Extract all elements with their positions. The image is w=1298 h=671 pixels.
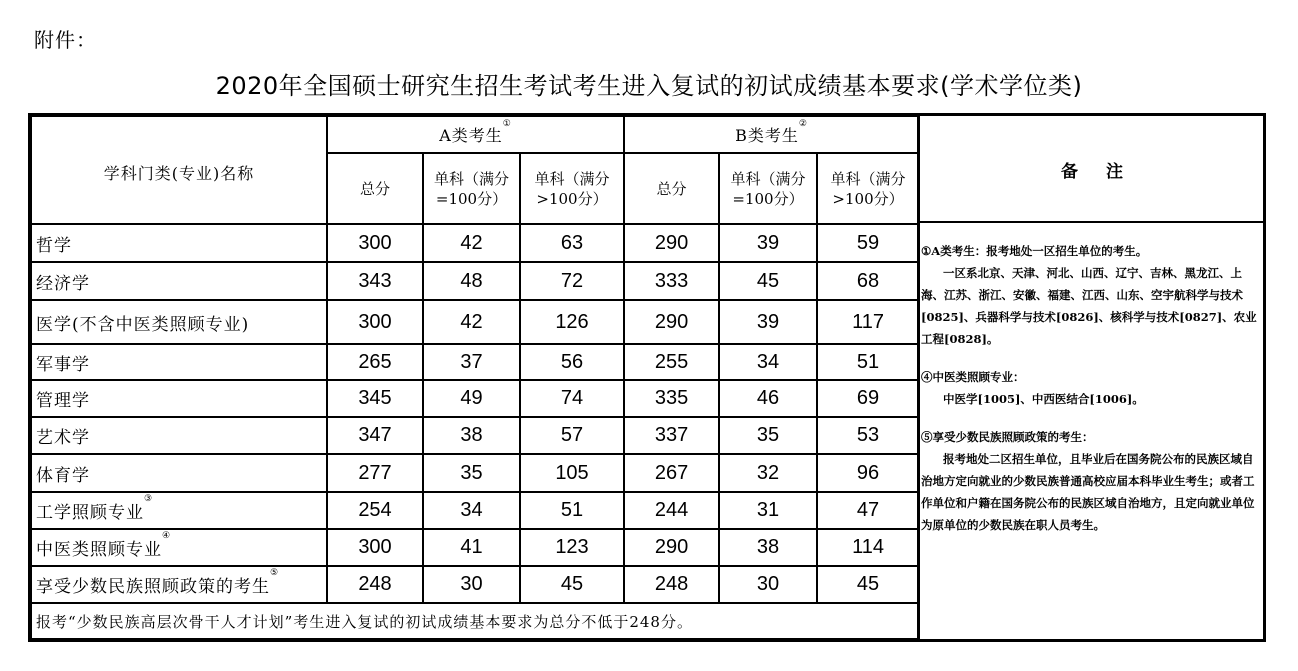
- remarks-minority-title: ⑤享受少数民族照顾政策的考生：: [921, 430, 1094, 444]
- a-single-100-cell: 34: [423, 492, 520, 529]
- a-single-100-header: 单科（满分 =100分）: [423, 153, 520, 224]
- table-row: [31, 380, 919, 417]
- subject-name: 经济学: [31, 262, 327, 300]
- a-single-100-cell: 48: [423, 262, 520, 300]
- subject-name: 军事学: [31, 344, 327, 380]
- remarks-tcm-body: 中医学[1005]、中西医结合[1006]。: [943, 392, 1144, 406]
- table-row: [31, 566, 919, 603]
- page-title: 2020年全国硕士研究生招生考试考生进入复试的初试成绩基本要求(学术学位类): [215, 72, 1083, 100]
- table-row: [31, 529, 919, 566]
- score-table: [30, 115, 920, 640]
- b-single-gt100-cell: 117: [817, 300, 919, 344]
- a-single-100-cell: 41: [423, 529, 520, 566]
- a-total-cell: 343: [327, 262, 423, 300]
- subject-name: 工学照顾专业③: [31, 492, 327, 529]
- a-single-100-cell: 30: [423, 566, 520, 603]
- table-row: [31, 344, 919, 380]
- footnote-row: [31, 603, 919, 639]
- b-total-cell: 333: [624, 262, 719, 300]
- a-single-100-cell: 42: [423, 300, 520, 344]
- table-row: [31, 454, 919, 492]
- a-total-header: 总分: [327, 153, 423, 224]
- a-total-cell: 300: [327, 224, 423, 262]
- a-single-gt100-cell: 45: [520, 566, 624, 603]
- b-single-gt100-cell: 68: [817, 262, 919, 300]
- b-total-cell: 248: [624, 566, 719, 603]
- b-total-cell: 244: [624, 492, 719, 529]
- a-single-gt100-cell: 126: [520, 300, 624, 344]
- a-single-gt100-cell: 72: [520, 262, 624, 300]
- a-total-cell: 265: [327, 344, 423, 380]
- b-total-cell: 290: [624, 529, 719, 566]
- group-b-header: B类考生②: [624, 116, 919, 153]
- b-single-gt100-cell: 47: [817, 492, 919, 529]
- b-single-gt100-cell: 51: [817, 344, 919, 380]
- subject-name: 体育学: [31, 454, 327, 492]
- b-single-100-cell: 39: [719, 224, 817, 262]
- a-single-gt100-header: 单科（满分 >100分）: [520, 153, 624, 224]
- a-single-gt100-cell: 51: [520, 492, 624, 529]
- a-total-cell: 300: [327, 529, 423, 566]
- a-single-gt100-cell: 74: [520, 380, 624, 417]
- a-single-100-cell: 35: [423, 454, 520, 492]
- b-total-cell: 255: [624, 344, 719, 380]
- b-single-100-cell: 34: [719, 344, 817, 380]
- subject-name: 艺术学: [31, 417, 327, 454]
- b-single-100-cell: 32: [719, 454, 817, 492]
- subject-name: 哲学: [31, 224, 327, 262]
- remarks-a-body: 一区系北京、天津、河北、山西、辽宁、吉林、黑龙江、上海、江苏、浙江、安徽、福建、江西、山东、空宇航科学与技术[0825]、兵器科学与技术[0826]、核科学与技术[0827]、农业工程[0828]。: [921, 266, 1257, 346]
- b-single-100-cell: 35: [719, 417, 817, 454]
- remarks-header: [920, 115, 1264, 223]
- a-total-cell: 347: [327, 417, 423, 454]
- b-single-gt100-cell: 69: [817, 380, 919, 417]
- b-single-gt100-cell: 53: [817, 417, 919, 454]
- a-single-100-cell: 38: [423, 417, 520, 454]
- b-single-100-cell: 31: [719, 492, 817, 529]
- b-single-gt100-cell: 45: [817, 566, 919, 603]
- a-total-cell: 345: [327, 380, 423, 417]
- b-single-gt100-cell: 96: [817, 454, 919, 492]
- remarks-minority-body: 报考地处二区招生单位，且毕业后在国务院公布的民族区域自治地方定向就业的少数民族普通高校应届本科毕业生考生；或者工作单位和户籍在国务院公布的民族区域自治地方，且定向就业单位为原单位的少数民族在职人员考生。: [921, 452, 1255, 532]
- b-single-100-cell: 30: [719, 566, 817, 603]
- b-single-gt100-header: 单科（满分 >100分）: [817, 153, 919, 224]
- table-row: [31, 417, 919, 454]
- b-single-gt100-cell: 59: [817, 224, 919, 262]
- a-single-gt100-cell: 123: [520, 529, 624, 566]
- b-total-header: 总分: [624, 153, 719, 224]
- subject-name: 医学(不含中医类照顾专业): [31, 300, 327, 344]
- subject-name: 享受少数民族照顾政策的考生⑤: [31, 566, 327, 603]
- a-total-cell: 300: [327, 300, 423, 344]
- table-row: [31, 224, 919, 262]
- b-single-100-cell: 38: [719, 529, 817, 566]
- remarks-tcm-title: ④中医类照顾专业：: [921, 370, 1025, 384]
- b-total-cell: 337: [624, 417, 719, 454]
- b-total-cell: 290: [624, 224, 719, 262]
- b-total-cell: 267: [624, 454, 719, 492]
- b-single-gt100-cell: 114: [817, 529, 919, 566]
- a-single-gt100-cell: 63: [520, 224, 624, 262]
- a-total-cell: 248: [327, 566, 423, 603]
- b-total-cell: 335: [624, 380, 719, 417]
- a-single-100-cell: 49: [423, 380, 520, 417]
- table-row: [31, 262, 919, 300]
- remarks-label: 备注: [1061, 162, 1151, 182]
- subject-name: 中医类照顾专业④: [31, 529, 327, 566]
- a-single-gt100-cell: 105: [520, 454, 624, 492]
- group-a-header: A类考生①: [327, 116, 624, 153]
- attachment-label: 附件：: [34, 28, 97, 52]
- a-total-cell: 254: [327, 492, 423, 529]
- table-row: [31, 300, 919, 344]
- subject-name: 管理学: [31, 380, 327, 417]
- b-single-100-cell: 45: [719, 262, 817, 300]
- a-single-gt100-cell: 56: [520, 344, 624, 380]
- remarks-a-title: ①A类考生：报考地处一区招生单位的考生。: [921, 244, 1148, 258]
- b-single-100-cell: 46: [719, 380, 817, 417]
- a-single-100-cell: 42: [423, 224, 520, 262]
- b-single-100-header: 单科（满分 =100分）: [719, 153, 817, 224]
- remarks-panel: [921, 240, 1261, 536]
- a-single-100-cell: 37: [423, 344, 520, 380]
- subject-column-header: 学科门类(专业)名称: [31, 116, 327, 224]
- b-single-100-cell: 39: [719, 300, 817, 344]
- footnote: 报考“少数民族高层次骨干人才计划”考生进入复试的初试成绩基本要求为总分不低于248分。: [31, 603, 919, 639]
- table-row: [31, 492, 919, 529]
- a-total-cell: 277: [327, 454, 423, 492]
- a-single-gt100-cell: 57: [520, 417, 624, 454]
- b-total-cell: 290: [624, 300, 719, 344]
